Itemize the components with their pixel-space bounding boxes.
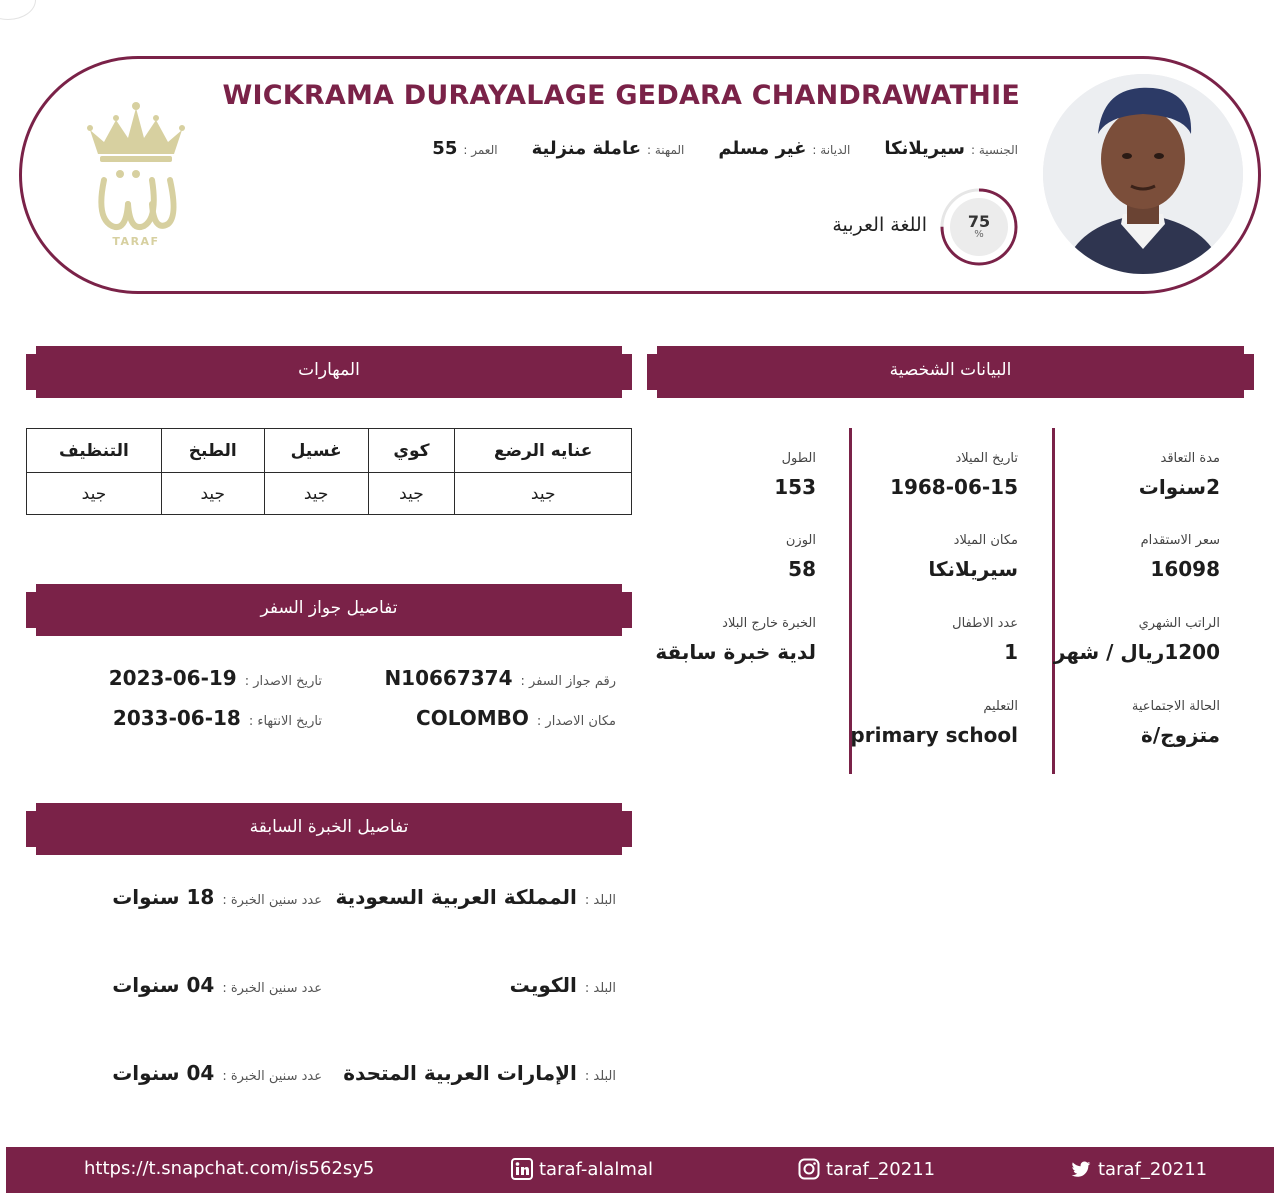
- monthly-salary-label: الراتب الشهري: [1138, 616, 1220, 631]
- linkedin-link[interactable]: [511, 1158, 653, 1180]
- skill-header: عنايه الرضع: [455, 429, 632, 473]
- profession-label: المهنة :: [647, 143, 685, 157]
- marital-status: [1020, 699, 1220, 747]
- issue-place-label: مكان الاصدار :: [536, 714, 616, 729]
- corner-decoration: [0, 0, 36, 20]
- marital-status-value: متزوج/ة: [1141, 723, 1220, 747]
- passport-title: تفاصيل جواز السفر: [260, 598, 398, 618]
- skill-header: كوي: [368, 429, 455, 473]
- snapchat-url: https://t.snapchat.com/is562sy5: [84, 1158, 375, 1179]
- passport-banner: [26, 584, 632, 636]
- instagram-icon: [798, 1158, 820, 1180]
- logo-wordmark: TARAF: [112, 235, 160, 248]
- contract-period-value: 2سنوات: [1138, 475, 1220, 499]
- contract-period-label: مدة التعاقد: [1160, 451, 1220, 466]
- twitter-handle: taraf_20211: [1098, 1158, 1208, 1180]
- instagram-handle: taraf_20211: [826, 1158, 936, 1180]
- worker-photo: [1043, 74, 1243, 274]
- nationality-field: [884, 138, 1018, 159]
- skill-rating: جيد: [368, 473, 455, 515]
- skill-rating: جيد: [455, 473, 632, 515]
- country-label: البلد :: [584, 1069, 616, 1084]
- age-field: [432, 138, 497, 159]
- experience-title: تفاصيل الخبرة السابقة: [249, 817, 409, 837]
- experience-abroad-value: لدية خبرة سابقة: [655, 640, 816, 664]
- issue-date-label: تاريخ الاصدار :: [244, 674, 322, 689]
- education-label: التعليم: [983, 699, 1018, 714]
- passport-number-value: N10667374: [384, 666, 513, 690]
- skill-rating: جيد: [27, 473, 162, 515]
- monthly-salary-value: 1200ريال / شهر: [1053, 640, 1220, 664]
- passport-issue-place: [416, 706, 616, 730]
- age-value: 55: [432, 138, 458, 159]
- profession-field: [532, 138, 685, 159]
- birth-date: [818, 451, 1018, 499]
- birth-date-value: 1968-06-15: [890, 475, 1018, 499]
- twitter-link[interactable]: [1070, 1158, 1207, 1180]
- skills-table: [26, 428, 632, 515]
- personal-data-title: البيانات الشخصية: [889, 360, 1012, 380]
- skill-rating: جيد: [264, 473, 368, 515]
- experience-country: [510, 973, 616, 997]
- age-label: العمر :: [463, 143, 498, 157]
- skill-header: التنظيف: [27, 429, 162, 473]
- marital-status-label: الحالة الاجتماعية: [1131, 699, 1220, 714]
- religion-label: الديانة :: [812, 143, 851, 157]
- worker-name: WICKRAMA DURAYALAGE GEDARA CHANDRAWATHIE: [222, 80, 1020, 111]
- language-label: اللغة العربية: [832, 214, 927, 236]
- height: [616, 451, 816, 499]
- experience-banner: [26, 803, 632, 855]
- weight-value: 58: [788, 557, 816, 581]
- birth-date-label: تاريخ الميلاد: [955, 451, 1018, 466]
- weight: [616, 533, 816, 581]
- country-label: البلد :: [584, 893, 616, 908]
- religion-value: غير مسلم: [718, 138, 807, 159]
- linkedin-icon: [511, 1158, 533, 1180]
- years-label: عدد سنين الخبرة :: [222, 893, 322, 908]
- language-level-value: 75: [967, 212, 991, 231]
- education: [818, 699, 1018, 747]
- skills-value-row: [27, 473, 632, 515]
- expiry-date-label: تاريخ الانتهاء :: [248, 714, 322, 729]
- skill-header: الطبخ: [161, 429, 264, 473]
- twitter-icon: [1070, 1158, 1092, 1180]
- contract-period: [1020, 451, 1220, 499]
- years-value: 04 سنوات: [112, 1061, 215, 1085]
- skill-header: غسيل: [264, 429, 368, 473]
- years-label: عدد سنين الخبرة :: [222, 1069, 322, 1084]
- passport-number: [384, 666, 616, 690]
- years-label: عدد سنين الخبرة :: [222, 981, 322, 996]
- height-value: 153: [774, 475, 816, 499]
- language-level-unit: %: [974, 229, 984, 240]
- footer-bar: [6, 1147, 1274, 1193]
- birth-place: [818, 533, 1018, 581]
- country-label: البلد :: [584, 981, 616, 996]
- experience-country: [343, 1061, 616, 1085]
- birth-place-value: سيريلانكا: [928, 557, 1018, 581]
- issue-place-value: COLOMBO: [416, 706, 529, 730]
- recruitment-price-value: 16098: [1150, 557, 1220, 581]
- skills-header-row: [27, 429, 632, 473]
- weight-label: الوزن: [785, 533, 816, 548]
- recruitment-price: [1020, 533, 1220, 581]
- linkedin-handle: taraf-alalmal: [539, 1158, 653, 1180]
- instagram-link[interactable]: [798, 1158, 935, 1180]
- nationality-value: سيريلانكا: [884, 138, 966, 159]
- country-value: المملكة العربية السعودية: [335, 885, 577, 909]
- experience-years: [112, 1061, 322, 1085]
- passport-expiry-date: [113, 706, 322, 730]
- children-count-value: 1: [1004, 640, 1018, 664]
- birth-place-label: مكان الميلاد: [953, 533, 1018, 548]
- monthly-salary: [1020, 616, 1220, 664]
- height-label: الطول: [781, 451, 816, 466]
- profession-value: عاملة منزلية: [531, 138, 642, 159]
- header-meta-row: [218, 138, 1018, 166]
- religion-field: [718, 138, 850, 159]
- skills-banner: [26, 346, 632, 398]
- recruitment-price-label: سعر الاستقدام: [1140, 533, 1220, 548]
- skill-rating: جيد: [161, 473, 264, 515]
- experience-country: [335, 885, 616, 909]
- years-value: 04 سنوات: [112, 973, 215, 997]
- taraf-logo: [82, 100, 190, 248]
- years-value: 18 سنوات: [112, 885, 215, 909]
- education-value: primary school: [850, 723, 1018, 747]
- issue-date-value: 2023-06-19: [108, 666, 237, 690]
- experience-abroad-label: الخبرة خارج البلاد: [722, 616, 816, 631]
- experience-years: [112, 885, 322, 909]
- country-value: الكويت: [509, 973, 577, 997]
- personal-data-banner: [647, 346, 1254, 398]
- children-count-label: عدد الاطفال: [952, 616, 1018, 631]
- snapchat-link[interactable]: [84, 1158, 374, 1179]
- children-count: [818, 616, 1018, 664]
- experience-years: [112, 973, 322, 997]
- country-value: الإمارات العربية المتحدة: [343, 1061, 577, 1085]
- passport-number-label: رقم جواز السفر :: [520, 674, 616, 689]
- nationality-label: الجنسية :: [971, 143, 1018, 157]
- passport-issue-date: [109, 666, 322, 690]
- expiry-date-value: 2033-06-18: [112, 706, 241, 730]
- skills-title: المهارات: [298, 360, 360, 380]
- experience-abroad: [616, 616, 816, 664]
